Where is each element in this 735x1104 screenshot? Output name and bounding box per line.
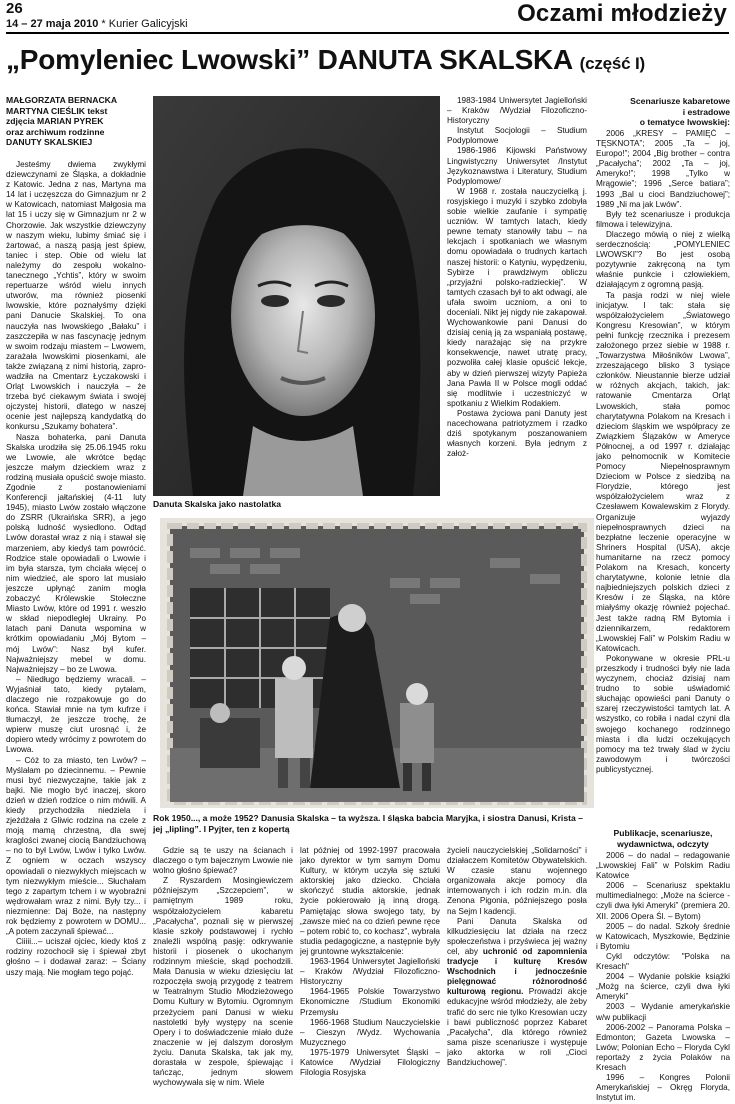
article-title [6, 44, 729, 76]
paragraph: 1983-1984 Uniwersytet Jagielloński – Kraków /Wydział Filozoficzno-Historyczny [447, 96, 587, 126]
paragraph-text: Prowadzi akcje edukacyjne wśród młodzieży, ale żeby trafić do serc nie tylko Kresowian uczy i bawi publiczność poprzez Kabaret „Pacałycha”, dla którego również sama pisze scenariusze i występuje jako aktorka w roli „Cioci Bandziuchowej”. [447, 987, 587, 1067]
credit-line: zdjęcia MARIAN PYREK [6, 116, 104, 127]
portrait-caption: Danuta Skalska jako nastolatka [153, 499, 282, 509]
credit-line: MAŁGORZATA BERNACKA [6, 95, 118, 105]
paragraph: 2006 – do nadal – redagowanie „Lwowskiej Fali” w Polskim Radiu Katowice [596, 851, 730, 881]
paragraph: Jesteśmy dwiema zwykłymi dziewczynami ze Śląska, a dokładnie z Katowic. Jedna z nas, Martyna ma 14 lat i uczęszcza do Gimnazjum nr 2 w Katowicach, natomiast Małgosia ma lat 15 i uczy się w Gimnazjum nr 2 w Chorzowie. Jak wszystkie dziewczyny w naszym wieku, lubimy śmiać się i żartować, a naszą pasją jest śpiew, taniec i step. Obie od wielu lat należymy do zespołu wokalno-tanecznego „Ychtis”, który w swoim repertuarze wśród wielu innych utworów, ma również piosenki lwowskie, które poznałyśmy dzięki pani Danucie Skalskiej. To ona nauczyła nas lwowskiego „Bałaku” i zaszczepiła w nas fascynację jednym w swoim rodzaju miastem – Lwowem, zarażała lwowskimi piosenkami, ale także związaną z nimi historią, zaprowadziła na Cmentarz Łyczakowski i Orląt Lwowskich i nauczyła – że trzeba być ciekawym świata i swojej ojczystej historii, dlatego w naszej ocenie jest najlepszą kandydatką do konkursu „Szukamy bohatera”. [6, 160, 146, 432]
paragraph: Gdzie są te uszy na ścianach i dlaczego o tym bajecznym Lwowie nie wolno głośno śpiewać? [153, 846, 293, 876]
paragraph: Instytut Socjologii – Studium Podyplomowe [447, 126, 587, 146]
portrait-photo [153, 96, 440, 496]
separator: * [98, 18, 109, 30]
section-title: Oczami młodzieży [517, 0, 727, 27]
paragraph: 2003 – Wydanie amerykańskie w/w publikacji [596, 1002, 730, 1022]
paragraph: Pokonywane w okresie PRL-u przeszkody i trudności były nie lada wyczynem, chociaż dzisiaj nam trudno to sobie uświadomić słuchając opowieści pani Danuty o szarej rzeczywistości tamtych lat. A wszystko, co robiła i nadal czyni dla swojego kochanego rodzinnego miasta i dla ludzi oczekujących pomocy ma też trwały ślad w życiu zawodowym i twórczości publicystycznej. [596, 653, 730, 774]
article-title-part: (część I) [579, 54, 645, 73]
column-4-heading-2 [596, 828, 730, 849]
paragraph: Postawa życiowa pani Danuty jest nacechowana patriotyzmem i rzadko dziś spotykanym poszanowaniem własnych korzeni. Była jednym z założ- [447, 408, 587, 459]
emphasis-text: uchronić od zapomnienia tradycje i kulturę Kresów Wschodnich i jednocześnie pielęgnować różnorodność kulturową regionu. [447, 946, 587, 997]
column-4-heading [596, 96, 730, 128]
credit-line: MARTYNA CIEŚLIK tekst [6, 105, 108, 116]
paragraph: Ta pasja rodzi w niej wiele inicjatyw. I tak: stała się współzałożycielem „Światowego Kongresu Kresowian”, w którym pełni funkcję rzecznika i prezesem założonego przez siebie w 1988 r. „Towarzystwa Miłośników Lwowa”, zrzeszającego blisko 3 tysiące członków. Nieustannie bierze udział w różnych akcjach, takich, jak: ratowanie Cmentarza Orląt Lwowskich, stała pomoc charytatywna Polakom na Kresach i dzieciom śląskim we współpracy ze Związkiem Ślązaków w Ameryce Północnej, a od 1997 r. działając jako pełnomocnik w Komitecie Pomocy Niepełnosprawnym Dzieciom w Polsce z siedzibą na Florydzie, którego jest współzałożycielem wraz z Czesławem Kowalewskim z Florydy. Organizuje wyjazdy niepełnosprawnych dzieci na bezpłatne leczenie operacyjne w Shriners Hospital (USA), akcje humanitarne na rzecz pomocy Polakom na Kresach, koncerty charytatywne, kolonie letnie dla najbiedniejszych polskich dzieci z Kresów i ze Śląska, na które miałyśmy okazję również pojechać. Jest także radną RM Bytomia i dziennikarzem, redaktorem „Lwowskiej Fali” w Polskim Radiu w Katowicach. [596, 290, 730, 653]
column-3-bottom [300, 846, 440, 1102]
family-photo-image [160, 518, 594, 808]
paragraph: Nasza bohaterka, pani Danuta Skalska urodziła się 25.06.1945 roku we Lwowie, ale wkrótce będąc jeszcze małym dzieckiem wraz z rodziną musiała opuścić swoje miasto. Zgodnie z postanowieniami Konferencji jałtańskiej (4-11 luty 1945), miasto Lwów zostało włączone do ZSRR (Ukraińska SRR), a jego polską ludność wysiedlono. Odtąd Lwów dorastał wraz z nią i stawał się marzeniem, aby kiedyś tam powrócić. Rodzice stale opowiadali o Lwowie i im była starsza, tym chciała więcej o nim wiedzieć, ale sporo lat musiało jeszcze upłynąć zanim mogła zobaczyć Królewskie Stołeczne Miasto Lwów, które od 1991 r. weszło w skład niepodległej Ukrainy. Po latach pani Danuta wspomina w krótkim opowiadaniu „Mój Bytom – mój Lwów”: Nasz był kufer. Najważniejszy mebel w domu. Najważniejszy – bo ze Lwowa. [6, 432, 146, 674]
paragraph: Cykl odczytów: "Polska na Kresach" [596, 951, 730, 972]
article-title-main: „Pomyleniec Lwowski” DANUTA SKALSKA [6, 44, 573, 75]
subheading-line: Scenariusze kabaretowe [630, 96, 730, 106]
paragraph: – Cóż to za miasto, ten Lwów? – Myślałam po dziecinnemu. – Pewnie musi być niezwyczajne, takie jak z bajki. Nie mogło być inaczej, skoro dzień w dzień rodzice o nim mówili. A kiedy przychodziła niedziela i zjeżdżała z Gliwic rodzina na czele z moją mamą chrzestną, dla swej kraglości zwanej ciocią Bandziuchową – no to był Lwów, Lwów i tylko Lwów. Z ogniem w oczach wszyscy opowiadali o niezwykłych miejscach w tym niezwykłym mieście... Słuchałam tego z zapartym tchem i w wyobraźni wędrowałam wraz z nimi. Były tzy... i niezmienne: Daj Boże, na następny rok będziemy z powrotem w DOMU... „A potem zaczynali śpiewać... [6, 755, 146, 937]
paragraph: – Niedługo będziemy wracali. – Wyjaśniał tato, kiedy pytałam, dlaczego nie rozpakowuje go do końca. Stawiał mnie na tym kufrze i tłumaczył, że jeszcze trochę, że wpierw muszę ciut urosnąć i, że dopiero wtedy wrócimy z powrotem do Lwowa. [6, 674, 146, 755]
credit-line: DANUTY SKALSKIEJ [6, 137, 93, 148]
subheading-line: i estradowe [682, 106, 730, 117]
column-4-top [596, 129, 730, 822]
paragraph [447, 917, 587, 1068]
family-caption: Rok 1950..., a może 1952? Danusia Skalska – ta wyższa. I śląska babcia Maryjka, i siostra Danusi, Krista – jej „lipling”. I Pyjter, ten z kopertą [153, 813, 583, 834]
publication-name: Kurier Galicyjski [108, 18, 188, 30]
paragraph: 1964-1965 Polskie Towarzystwo Ekonomiczne /Studium Ekonomiki Przemysłu [300, 987, 440, 1017]
paragraph: 2006-2002 – Panorama Polska – Edmonton; Gazeta Lwowska – Lwów; Polonian Echo – Floryda Cykl reportaży z życia Polaków na Kresach [596, 1022, 730, 1072]
issue-date-line [6, 18, 188, 30]
paragraph: 1975-1979 Uniwersytet Śląski – Katowice /Wydział Filologiczny Filologia Rosyjska [300, 1047, 440, 1078]
issue-date: 14 – 27 maja 2010 [6, 18, 99, 30]
subheading-line: o tematyce lwowskiej: [639, 117, 730, 128]
subheading-line: Publikacje, scenariusze, [613, 828, 713, 838]
paragraph: 1986-1986 Kijowski Państwowy Lingwistyczny Uniwersytet /Instytut Językoznawstwa i Literatury, Studium Podyplomowe/ [447, 146, 587, 186]
column-1 [6, 160, 146, 1102]
column-3b-bottom [447, 846, 587, 1102]
paragraph: Były też scenariusze i produkcja filmowa i telewizyjna. [596, 209, 730, 229]
paragraph: 2005 – do nadal. Szkoły średnie w Katowicach, Myszkowie, Będzinie i Bytomiu [596, 921, 730, 951]
family-photo [160, 518, 594, 808]
paragraph: 1966-1968 Studium Nauczycielskie – Cieszyn /Wydz. Wychowania Muzycznego [300, 1017, 440, 1047]
paragraph: Z Ryszardem Mosingiewiczem późniejszym „Szczepciem”, w pamiętnym 1989 roku, współzałożycielem kabaretu „Pacałycha”, poznali się w pierwszej klasie szkoły podstawowej i rychło znaleźli wspólną pasję: odkrywanie historii i piosenek o ukochanym rodzinnym mieście, skąd pochodzili. Mała Danusia w wieku dziesięciu lat rozpoczęła swoją przygodę z teatrem w Teatralnym Studio Młodzieżowego Domu Kultury w Bytomiu. Ogromnym przeżyciem pani Danusi w wieku nastoletki były występy na scenie Opery i to doświadczenie miało duże znaczenie w jej dalszym dorosłym życiu. Danuta Skalska, tak jak my, dorastała w zespole, śpiewając i tańcząc, jednym słowem wychowywała się w nim. Wiele [153, 876, 293, 1088]
credit-line: oraz archiwum rodzinne [6, 126, 105, 137]
paragraph: 2006 „KRESY – PAMIĘĆ – TĘSKNOTA”; 2005 „Ta – joj, Europo!”; 2004 „Big brother – contra „Pacałycha”; 2002 „Ta – joj, Ameryko!”; 1998 „Tylko w Mrągowie”; 1996 „Serce batiara”; 1993 „Bal u cioci Bandziuchowej”; 1989 „Ni ma jak Lwów”. [596, 129, 730, 209]
portrait-photo-image [153, 96, 440, 496]
paragraph: 2004 – Wydanie polskie książki „Możg na ścierce, czyli dwa łyki Ameryki” [596, 972, 730, 1002]
paragraph: Dlaczego mówią o niej z wielką serdecznością: „POMYLENIEC LWOWSKI”? Bo jest osobą pozytywnie zakręconą na tym właśnie punkcie i człowiekiem, działającym z ogromną pasją. [596, 229, 730, 290]
paragraph-text: Pani Danuta Skalska od kilkudziesięciu lat działa na rzecz społeczeństwa i przyświeca jej ważny cel, aby [447, 916, 587, 956]
header-rule [6, 32, 729, 34]
column-4-bottom [596, 851, 730, 1102]
paragraph: 2006 – Scenariusz spektaklu multimedialnego: „Może na ścierce - czyli dwa łyki Ameryki” (premiera 20. XII. 2006 Opera Śl. – Bytom) [596, 881, 730, 921]
page-number: 26 [6, 0, 23, 17]
paragraph: W 1968 r. została nauczycielką j. rosyjskiego i muzyki i szybko zdobyła sobie wielkie zaufanie i sympatię uczniów. W tamtych latach, kiedy pewne tematy stanowiły tabu – na lekcjach i spotkaniach we własnym domu opowiadała o trudnych kartach naszej historii: o Katyniu, wypędzeniu, Sybirze i prawdziwym obliczu „przyjaźni polsko-radzieckiej”. W tamtych czasach był to akt odwagi, ale ufała swoim uczniom, a oni to doceniali. Nikt jej nigdy nie zakapował. Wychowankowie pani Danusi do dzisiaj cenią ją za wspaniałą postawę, kiedy narażając się na przykre konsekwencje, nawet utratę pracy, pozwoliła całej klasie opuścić lekcje, aby w dzień pierwszej wizyty Papieża Jana Pawła II w Polsce mogli oddać się modlitwie i uczestniczyć w spotkaniu z Wielkim Rodakiem. [447, 186, 587, 408]
column-2-bottom [153, 846, 293, 1102]
paragraph: życieli nauczycielskiej „Solidarności” i działaczem Komitetów Obywatelskich. W czasie stanu wojennego organizowała akcje pomocy dla internowanych i ich rodzin m.in. dla Zenona Pigonia, późniejszego posła na Sejm I kadencji. [447, 846, 587, 916]
paragraph: 1963-1964 Uniwersytet Jagielloński – Kraków /Wydział Filozoficzno-Historyczny [300, 957, 440, 987]
subheading-line: wydawnictwa, odczyty [617, 838, 709, 849]
paragraph: 1996 – Kongres Polonii Amerykańskiej – Okręg Floryda, Instytut im. [596, 1073, 730, 1102]
article-credits [6, 95, 142, 148]
paragraph: Ciiiii...– uciszał ojciec, kiedy ktoś z rodziny rozochocił się i śpiewał zbyt głośno – i dodawał zaraz: – Ściany uszy mają. Nie mogłam tego pojąć. [6, 937, 146, 977]
paragraph: lat później od 1992-1997 pracowała jako dyrektor w tym samym Domu Kultury, w którym uczyła się sztuki aktorskiej jako dziecko. Chciała skończyć studia aktorskie, jednak życie pokierowało ją inną drogą. Pamiętając słowa swojego taty, by „zawsze mieć na co dzień pewne ręce – potem robić to, co kochasz”, wybrała studia pedagogiczne, a następnie były jej gruntowne wykształcenie: [300, 846, 440, 956]
column-3-top [447, 96, 587, 514]
